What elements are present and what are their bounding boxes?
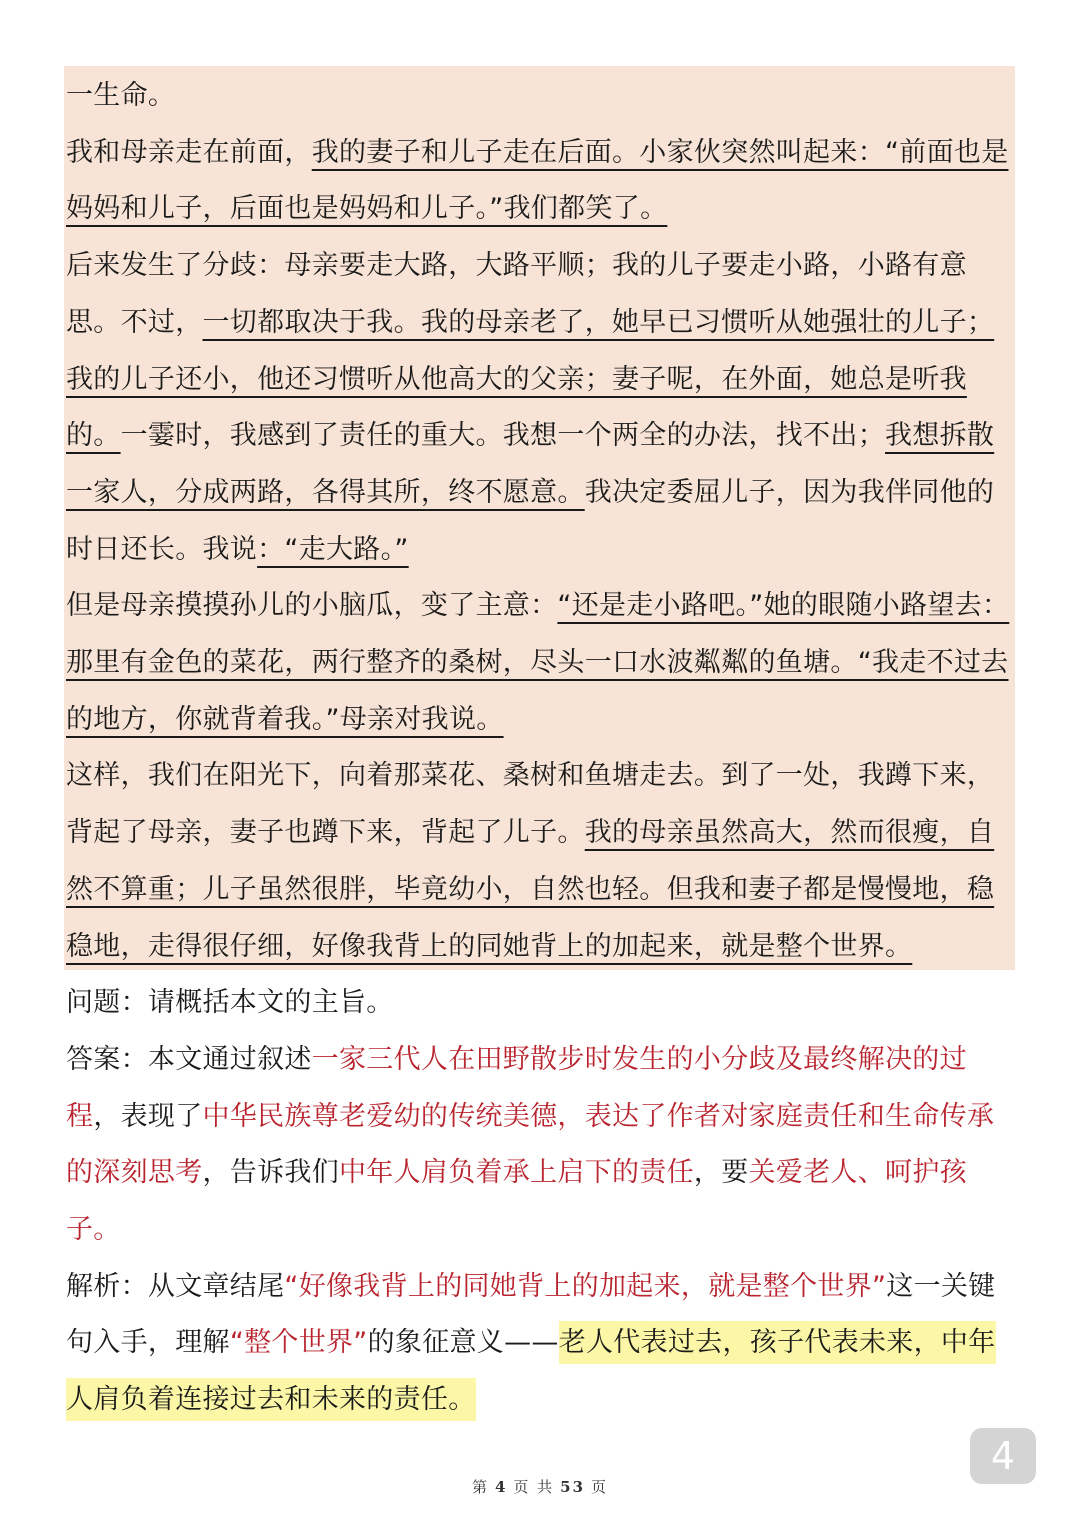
underlined-text: 我想拆散一家人，分成两路，各得其所，终不愿意。 bbox=[66, 420, 995, 508]
answer-text: ，表现了 bbox=[93, 1100, 203, 1132]
passage-text: 我决定委屈儿子，因为我伴同他的时日还长。我说 bbox=[66, 476, 995, 565]
question-text: 问题：请概括本文的主旨。 bbox=[66, 987, 394, 1019]
answer-key-point: 中华民族尊老爱幼的传统美德，表达了作者对家庭责任和生命传承的深刻思考 bbox=[66, 1100, 995, 1189]
footer-prefix: 第 bbox=[471, 1478, 489, 1496]
passage-text: 后来发生了分歧：母亲要走大路，大路平顺；我的儿子要走小路，小路有意思。不过， bbox=[66, 250, 967, 338]
answer bbox=[66, 1032, 1016, 1259]
passage-text: 但是母亲摸摸孙儿的小脑瓜，变了主意： bbox=[66, 590, 558, 622]
passage-text: 我和母亲走在前面， bbox=[66, 136, 312, 168]
document-text bbox=[66, 68, 1016, 1429]
underlined-text: “还是走小路吧。”她的眼随小路望去：那里有金色的菜花，两行整齐的桑树，尽头一口水波粼粼的鱼塘。“我走不过去的地方，你就背着我。”母亲对我说。 bbox=[66, 590, 1010, 735]
underlined-text: 我的母亲虽然高大，然而很瘦，自然不算重；儿子虽然很胖，毕竟幼小，自然也轻。但我和妻子都是慢慢地，稳稳地，走得很仔细，好像我背上的同她背上的加起来，就是整个世界。 bbox=[66, 817, 995, 962]
passage-text: 一生命。 bbox=[66, 80, 176, 111]
passage-paragraph-1 bbox=[66, 68, 1016, 125]
answer-key-point: 关爱老人、呵护孩子。 bbox=[66, 1157, 967, 1246]
passage-paragraph-2 bbox=[66, 125, 1016, 238]
underlined-text: ：“走大路。” bbox=[257, 533, 409, 565]
analysis-text: 这一关键句入手，理解 bbox=[66, 1270, 996, 1359]
answer-key-point: 一家三代人在田野散步时发生的小分歧及最终解决的过程 bbox=[66, 1043, 967, 1132]
passage-text: 一霎时，我感到了责任的重大。我想一个两全的办法，找不出； bbox=[120, 420, 886, 452]
page-footer bbox=[0, 1476, 1080, 1497]
footer-mid: 页 共 bbox=[513, 1478, 555, 1496]
analysis bbox=[66, 1259, 1016, 1429]
analysis-text: 的象征意义—— bbox=[367, 1327, 559, 1359]
question bbox=[66, 975, 1016, 1032]
answer-text: ，告诉我们 bbox=[202, 1157, 339, 1189]
answer-key-point: 中年人肩负着承上启下的责任 bbox=[339, 1157, 694, 1189]
passage-paragraph-5 bbox=[66, 748, 1016, 975]
footer-total-pages: 53 bbox=[560, 1478, 586, 1496]
analysis-quote: “整个世界” bbox=[229, 1327, 368, 1359]
analysis-text: 解析：从文章结尾 bbox=[66, 1270, 285, 1302]
underlined-text: 一切都取决于我。我的母亲老了，她早已习惯听从她强壮的儿子；我的儿子还小，他还习惯听从他高大的父亲；妻子呢，在外面，她总是听我的。 bbox=[66, 306, 995, 452]
underlined-text: 我的妻子和儿子走在后面。小家伙突然叫起来：“前面也是妈妈和儿子，后面也是妈妈和儿子。”我们都笑了。 bbox=[66, 136, 1009, 225]
answer-text: ，要 bbox=[693, 1157, 749, 1189]
passage-text: 这样，我们在阳光下，向着那菜花、桑树和鱼塘走去。到了一处，我蹲下来，背起了母亲，妻子也蹲下来，背起了儿子。 bbox=[66, 760, 995, 849]
footer-suffix: 页 bbox=[591, 1478, 609, 1496]
analysis-quote: “好像我背上的同她背上的加起来，就是整个世界” bbox=[284, 1270, 887, 1302]
passage-paragraph-3 bbox=[66, 238, 1016, 578]
footer-current-page: 4 bbox=[494, 1478, 508, 1496]
page-number-badge: 4 bbox=[970, 1428, 1036, 1484]
passage-paragraph-4 bbox=[66, 578, 1016, 748]
analysis-highlight: 老人代表过去，孩子代表未来，中年人肩负着连接过去和未来的责任。 bbox=[66, 1321, 996, 1421]
answer-text: 答案：本文通过叙述 bbox=[66, 1043, 312, 1075]
